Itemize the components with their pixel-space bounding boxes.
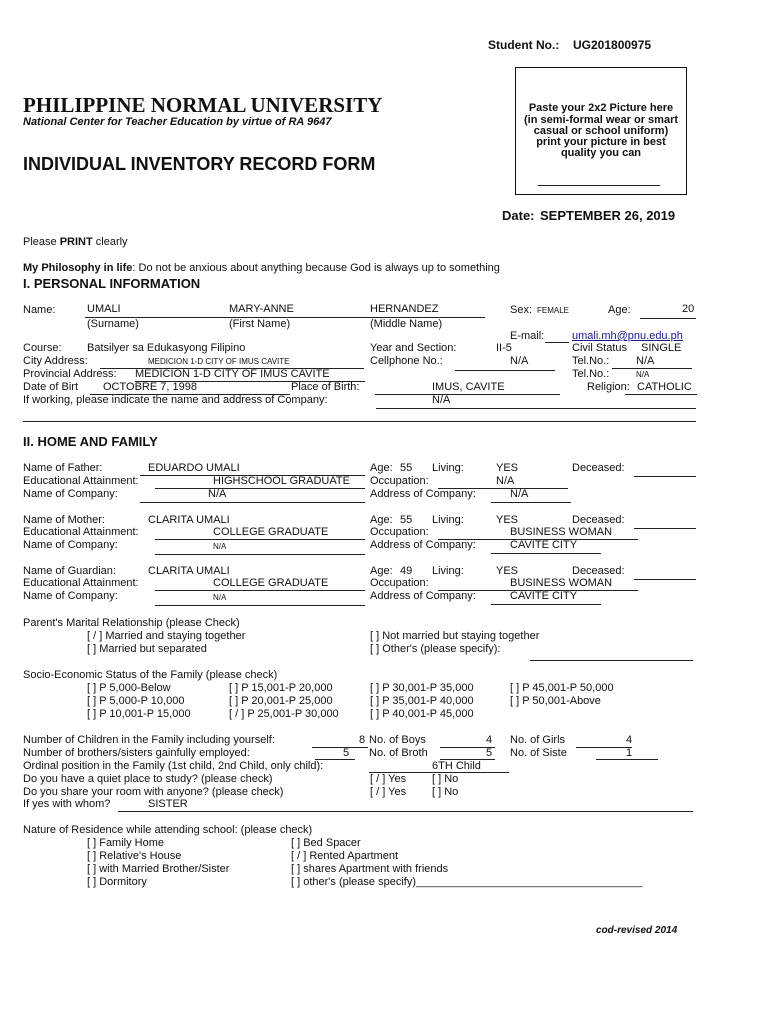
- photo-box-rule: [538, 185, 660, 186]
- father-address[interactable]: N/A: [510, 488, 529, 500]
- mother-occupation-label: Occupation:: [370, 526, 429, 538]
- ses-option[interactable]: [ ] P 50,001-Above: [510, 695, 601, 707]
- religion-value[interactable]: CATHOLIC: [637, 381, 692, 393]
- with-whom-value[interactable]: SISTER: [148, 798, 188, 810]
- ses-option[interactable]: [ / ] P 25,001-P 30,000: [229, 708, 339, 720]
- mother-living-label: Living:: [432, 514, 464, 526]
- guardian-address-underline: [491, 604, 601, 605]
- father-occupation[interactable]: N/A: [496, 475, 515, 487]
- city-address-label: City Address:: [23, 355, 88, 367]
- marital-option[interactable]: [ ] Married but separated: [87, 643, 207, 655]
- mother-education[interactable]: COLLEGE GRADUATE: [213, 526, 329, 538]
- mother-address-label: Address of Company:: [370, 539, 476, 551]
- photo-instruction-line: quality you can: [560, 147, 642, 159]
- marital-question: Parent's Marital Relationship (please Check): [23, 617, 240, 629]
- sex-value[interactable]: FEMALE: [537, 306, 570, 315]
- philosophy-text: : Do not be anxious about anything because God is always up to something: [132, 262, 500, 274]
- mother-company[interactable]: N/A: [213, 542, 227, 551]
- guardian-education[interactable]: COLLEGE GRADUATE: [213, 577, 329, 589]
- sex-label: Sex:: [510, 304, 533, 316]
- ses-option[interactable]: [ ] P 30,001-P 35,000: [370, 682, 474, 694]
- mother-age[interactable]: 55: [400, 514, 413, 526]
- girls-count[interactable]: 4: [626, 734, 633, 746]
- section-personal-heading: I. PERSONAL INFORMATION: [23, 276, 201, 291]
- share-room-question: Do you share your room with anyone? (please check): [23, 786, 284, 798]
- guardian-name[interactable]: CLARITA UMALI: [148, 565, 230, 577]
- residence-option[interactable]: [ / ] Rented Apartment: [291, 850, 399, 862]
- middle-name-caption: (Middle Name): [370, 318, 443, 330]
- age-underline: [640, 318, 696, 319]
- provincial-tel-label: Tel.No.:: [572, 368, 610, 380]
- father-address-underline: [491, 502, 571, 503]
- guardian-company-underline: [155, 605, 365, 606]
- father-label: Name of Father:: [23, 462, 103, 474]
- religion-underline: [625, 394, 697, 395]
- provincial-tel-value[interactable]: N/A: [636, 370, 650, 379]
- father-deceased-label: Deceased:: [572, 462, 625, 474]
- guardian-company[interactable]: N/A: [213, 593, 227, 602]
- email-value[interactable]: umali.mh@pnu.edu.ph: [572, 330, 683, 342]
- residence-question: Nature of Residence while attending school: (please check): [23, 824, 313, 836]
- residence-option[interactable]: [ ] Dormitory: [87, 876, 147, 888]
- city-address-value[interactable]: MEDICION 1-D CITY OF IMUS CAVITE: [148, 357, 290, 366]
- mother-living[interactable]: YES: [496, 514, 519, 526]
- marital-option[interactable]: [ ] Not married but staying together: [370, 630, 540, 642]
- residence-option[interactable]: [ ] Family Home: [87, 837, 165, 849]
- guardian-label: Name of Guardian:: [23, 565, 116, 577]
- provincial-address-value[interactable]: MEDICION 1-D CITY OF IMUS CAVITE: [135, 368, 330, 380]
- guardian-company-label: Name of Company:: [23, 590, 118, 602]
- sisters-count[interactable]: 1: [626, 747, 633, 759]
- photo-placeholder-box[interactable]: [515, 67, 687, 195]
- father-name[interactable]: EDUARDO UMALI: [148, 462, 240, 474]
- cellphone-label: Cellphone No.:: [370, 355, 443, 367]
- form-title: INDIVIDUAL INVENTORY RECORD FORM: [23, 154, 376, 174]
- mother-address-underline: [491, 553, 601, 554]
- ses-option[interactable]: [ ] P 10,001-P 15,000: [87, 708, 191, 720]
- guardian-occupation[interactable]: BUSINESS WOMAN: [510, 577, 613, 589]
- ses-option[interactable]: [ ] P 45,001-P 50,000: [510, 682, 614, 694]
- mother-company-underline: [155, 554, 365, 555]
- father-address-label: Address of Company:: [370, 488, 476, 500]
- brothers-label: No. of Broth: [369, 747, 428, 759]
- dob-label: Date of Birt: [23, 381, 79, 393]
- tel-no-label: Tel.No.:: [572, 355, 610, 367]
- residence-option[interactable]: [ ] with Married Brother/Sister: [87, 863, 230, 875]
- philosophy-label: My Philosophy in life: [23, 262, 133, 274]
- guardian-education-underline: [155, 590, 365, 591]
- employed-count[interactable]: 5: [343, 747, 350, 759]
- company-underline: [376, 408, 696, 409]
- company-value[interactable]: N/A: [432, 394, 451, 406]
- email-label: E-mail:: [510, 330, 545, 342]
- guardian-living-label: Living:: [432, 565, 464, 577]
- father-age-label: Age:: [370, 462, 393, 474]
- mother-education-underline: [155, 539, 365, 540]
- mother-name[interactable]: CLARITA UMALI: [148, 514, 230, 526]
- guardian-deceased-underline: [634, 579, 696, 580]
- ses-option[interactable]: [ ] P 20,001-P 25,000: [229, 695, 333, 707]
- section-family-heading: II. HOME AND FAMILY: [23, 434, 158, 449]
- quiet-place-no[interactable]: [ ] No: [432, 773, 459, 785]
- provincial-address-label: Provincial Address:: [23, 368, 117, 380]
- boys-label: No. of Boys: [369, 734, 426, 746]
- religion-label: Religion:: [587, 381, 630, 393]
- mother-deceased-label: Deceased:: [572, 514, 625, 526]
- print-instruction: Please PRINT clearly: [23, 236, 128, 248]
- cellphone-underline: [455, 370, 555, 371]
- children-total-label: Number of Children in the Family including yourself:: [23, 734, 275, 746]
- year-section-value[interactable]: II-5: [496, 342, 512, 354]
- course-value[interactable]: Batsilyer sa Edukasyong Filipino: [87, 342, 246, 354]
- boys-count[interactable]: 4: [486, 734, 493, 746]
- father-living[interactable]: YES: [496, 462, 519, 474]
- place-of-birth-value[interactable]: IMUS, CAVITE: [432, 381, 505, 393]
- marital-option[interactable]: [ / ] Married and staying together: [87, 630, 246, 642]
- residence-option[interactable]: [ ] Relative's House: [87, 850, 182, 862]
- father-occupation-label: Occupation:: [370, 475, 429, 487]
- philosophy-line: [23, 263, 500, 274]
- guardian-address-label: Address of Company:: [370, 590, 476, 602]
- father-education-label: Educational Attainment:: [23, 475, 139, 487]
- guardian-address[interactable]: CAVITE CITY: [510, 590, 578, 602]
- father-company-label: Name of Company:: [23, 488, 118, 500]
- photo-instruction-line: Paste your 2x2 Picture here: [528, 102, 674, 114]
- father-education-underline: [155, 488, 365, 489]
- mother-company-label: Name of Company:: [23, 539, 118, 551]
- ses-question: Socio-Economic Status of the Family (please check): [23, 669, 278, 681]
- cellphone-value[interactable]: N/A: [510, 355, 529, 367]
- guardian-age[interactable]: 49: [400, 565, 413, 577]
- ses-option[interactable]: [ ] P 5,000-P 10,000: [87, 695, 185, 707]
- revision-note: cod-revised 2014: [596, 925, 678, 936]
- student-number-label: Student No.:: [488, 38, 560, 52]
- ses-option[interactable]: [ ] P 40,001-P 45,000: [370, 708, 474, 720]
- father-company[interactable]: N/A: [208, 488, 227, 500]
- guardian-deceased-label: Deceased:: [572, 565, 625, 577]
- marital-option[interactable]: [ ] Other's (please specify):: [370, 643, 501, 655]
- father-living-label: Living:: [432, 462, 464, 474]
- guardian-age-label: Age:: [370, 565, 393, 577]
- father-company-underline: [140, 502, 365, 503]
- date-value: SEPTEMBER 26, 2019: [540, 208, 676, 223]
- surname-caption: (Surname): [87, 318, 139, 330]
- with-whom-label: If yes with whom?: [23, 798, 111, 810]
- email-underline: [545, 342, 569, 343]
- ses-option[interactable]: [ ] P 5,000-Below: [87, 682, 171, 694]
- ordinal-label: Ordinal position in the Family (1st child, 2nd Child, only child):: [23, 760, 324, 772]
- brothers-count[interactable]: 5: [486, 747, 493, 759]
- guardian-education-label: Educational Attainment:: [23, 577, 139, 589]
- residence-option[interactable]: [ ] Bed Spacer: [291, 837, 361, 849]
- mother-deceased-underline: [634, 528, 696, 529]
- ses-option[interactable]: [ ] P 15,001-P 20,000: [229, 682, 333, 694]
- with-whom-underline: [118, 811, 693, 812]
- mother-address[interactable]: CAVITE CITY: [510, 539, 578, 551]
- company-extra-line: [23, 421, 696, 422]
- university-name: PHILIPPINE NORMAL UNIVERSITY: [23, 93, 383, 117]
- quiet-place-yes[interactable]: [ / ] Yes: [370, 773, 407, 785]
- middle-name-value[interactable]: HERNANDEZ: [370, 303, 439, 315]
- girls-label: No. of Girls: [510, 734, 566, 746]
- place-of-birth-label: Place of Birth:: [291, 381, 360, 393]
- civil-status-value[interactable]: SINGLE: [641, 342, 682, 354]
- father-deceased-underline: [634, 476, 696, 477]
- place-of-birth-underline: [375, 394, 560, 395]
- sisters-label: No. of Siste: [510, 747, 567, 759]
- share-room-yes[interactable]: [ / ] Yes: [370, 786, 407, 798]
- employed-label: Number of brothers/sisters gainfully employed:: [23, 747, 250, 759]
- photo-instruction-line: (in semi-formal wear or smart: [523, 114, 679, 126]
- name-label: Name:: [23, 304, 56, 316]
- student-number: UG201800975: [573, 38, 652, 52]
- residence-option[interactable]: [ ] shares Apartment with friends: [291, 863, 449, 875]
- civil-status-label: Civil Status: [572, 342, 628, 354]
- year-section-label: Year and Section:: [370, 342, 457, 354]
- father-education[interactable]: HIGHSCHOOL GRADUATE: [213, 475, 350, 487]
- surname-value[interactable]: UMALI: [87, 303, 121, 315]
- tel-no-underline: [612, 368, 692, 369]
- quiet-place-question: Do you have a quiet place to study? (please check): [23, 773, 273, 785]
- share-room-no[interactable]: [ ] No: [432, 786, 459, 798]
- dob-value[interactable]: OCTOBRE 7, 1998: [103, 381, 197, 393]
- first-name-value[interactable]: MARY-ANNE: [229, 303, 294, 315]
- photo-instruction-line: print your picture in best: [536, 136, 666, 148]
- marital-specify-underline: [530, 660, 693, 661]
- age-label: Age:: [608, 304, 631, 316]
- sisters-underline: [596, 759, 658, 760]
- age-value[interactable]: 20: [682, 303, 695, 315]
- course-label: Course:: [23, 342, 62, 354]
- first-name-caption: (First Name): [229, 318, 291, 330]
- tel-no-value[interactable]: N/A: [636, 355, 655, 367]
- date-label: Date:: [502, 208, 535, 223]
- ordinal-value[interactable]: 6TH Child: [432, 760, 481, 772]
- children-total-underline: [312, 747, 368, 748]
- guardian-living[interactable]: YES: [496, 565, 519, 577]
- mother-age-label: Age:: [370, 514, 393, 526]
- mother-occupation[interactable]: BUSINESS WOMAN: [510, 526, 613, 538]
- company-question: If working, please indicate the name and address of Company:: [23, 394, 328, 406]
- ses-option[interactable]: [ ] P 35,001-P 40,000: [370, 695, 474, 707]
- photo-instruction-line: casual or school uniform): [533, 125, 669, 137]
- mother-label: Name of Mother:: [23, 514, 105, 526]
- residence-option[interactable]: [ ] other's (please specify)_____________________________________: [291, 876, 643, 888]
- mother-education-label: Educational Attainment:: [23, 526, 139, 538]
- father-age[interactable]: 55: [400, 462, 413, 474]
- guardian-occupation-label: Occupation:: [370, 577, 429, 589]
- children-total[interactable]: 8: [359, 734, 366, 746]
- university-subtitle: National Center for Teacher Education by virtue of RA 9647: [23, 116, 332, 128]
- girls-underline: [576, 747, 632, 748]
